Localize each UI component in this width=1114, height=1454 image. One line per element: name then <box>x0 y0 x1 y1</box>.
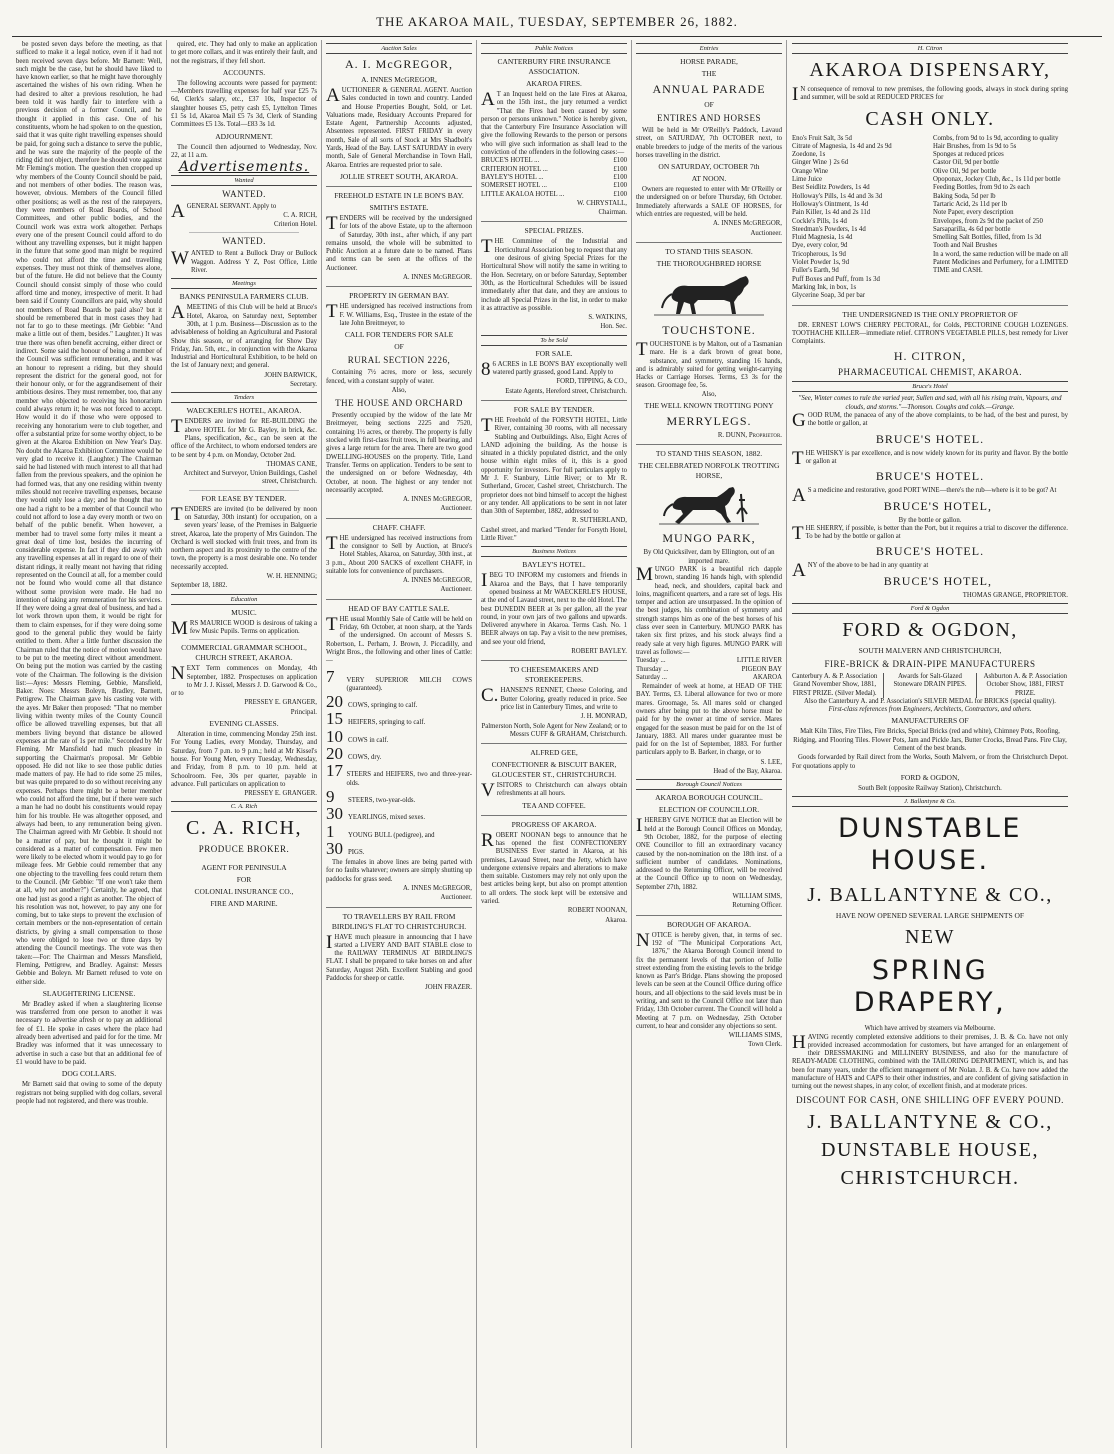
cash-only: CASH ONLY. <box>865 107 995 130</box>
bruce-hotel-4: BRUCE'S HOTEL. <box>875 544 985 559</box>
section-tenders: Tenders <box>171 392 317 403</box>
mcgregor-address: JOLLIE STREET SOUTH, AKAROA. <box>340 171 458 181</box>
pony-name: MERRYLEGS. <box>666 414 752 429</box>
stock-item: 30 YEARLINGS, mixed sexes. <box>326 804 426 824</box>
section-wanted: Wanted <box>171 175 317 186</box>
bayley-text: IBEG TO INFORM my customers and friends in Akaroa and the Bays, that I have temporarily opened business at Mr WAECKERLE'S HOUSE, at the end of Lavaud street, next to the old Hotel. The best DUNEDIN BEER at 3s per gallon, all the year round, in your own jars of two gallons and upwards. Delivered anywhere in Akaroa. Terms Cash. No. 1 BEER always on tap. Pay a visit to the new premises, and see your old friend, <box>481 570 627 646</box>
german-heading: PROPERTY IN GERMAN BAY. <box>349 291 449 301</box>
progress-address: Akaroa. <box>605 916 627 924</box>
price-item: Baking Soda, 5d per lb <box>933 192 996 200</box>
reward-row: BAYLEY'S HOTEL ... £100 <box>481 173 627 181</box>
price-list <box>792 135 1068 301</box>
rich-fire: FIRE AND MARINE. <box>210 899 278 909</box>
price-item: Zoedone, 1s <box>792 151 826 159</box>
fire-signature: W. CHRYSTALL, <box>577 199 627 207</box>
reward-row: BRUCE'S HOTEL ... £100 <box>481 157 627 165</box>
rich-line: PRODUCE BROKER. <box>198 844 290 855</box>
price-item: Puff Boxes and Puff, from 1s 3d <box>792 275 880 283</box>
call-of: OF <box>394 342 404 352</box>
column-3 <box>322 40 477 1448</box>
price-item: Holloway's Ointment, 1s 4d <box>792 200 868 208</box>
forsyth-heading: FOR SALE BY TENDER. <box>513 404 595 414</box>
divider <box>326 599 472 600</box>
orchard-heading: THE HOUSE AND ORCHARD <box>335 398 463 409</box>
parade-text-2: Owners are requested to enter with Mr O'Reilly or the undersigned on or before Thursday, 6th October. Immediately afterwards a SALE OF HORSES, for which entries are requested, will be held. <box>636 186 782 219</box>
rich-for: FOR <box>236 875 252 885</box>
club-text: AMEETING of this Club will be held at Bruce's Hotel, Akaroa, on Saturday next, September 30th, at 1 p.m. Business—Discussion as to the advisableness of holding an Agricultural and Pastoral Show this season, or of arranging for Show Day Friday, Jan. 5th, etc., in conjunction with the Akaroa Industrial and Horticultural Exhibition, to be held on the 1st of January next; and general. <box>171 302 317 370</box>
price-item: Orange Wine <box>792 167 829 175</box>
stock-item: 30 PIGS. <box>326 838 365 858</box>
sale-address: Estate Agents, Hereford street, Christchurch. <box>505 387 627 395</box>
evening-text: Alteration in time, commencing Monday 25th inst. For Young Ladies, every Monday, Thursday, and Saturday, from 7 p.m. to 9 p.m.; held at Mr Kissel's house. For Young Men, every Tuesday, Wednesday, and Friday, from 8 p.m. to 10 p.m. held at Schoolroom. Fee, 30s per quarter, payable in advance. Full particulars on application to <box>171 731 317 788</box>
accounts-heading: ACCOUNTS. <box>222 67 266 77</box>
gee-heading: ALFRED GEE, <box>530 748 578 758</box>
price-item: Envelopes, from 2s 9d the packet of 250 <box>933 217 1043 225</box>
cheese-signature: J. H. MONRAD, <box>580 713 627 721</box>
section-to-be-sold: To be Sold <box>481 335 627 346</box>
price-item: Tartaric Acid, 2s 11d per lb <box>933 200 1008 208</box>
discount-line: DISCOUNT FOR CASH, ONE SHILLING OFF EVERY POUND. <box>796 1094 1064 1105</box>
price-list-left <box>792 135 927 301</box>
orchard-title: Auctioneer. <box>440 505 472 513</box>
freehold-signature: A. INNES McGREGOR. <box>402 274 472 282</box>
freehold-heading: FREEHOLD ESTATE IN LE BON'S BAY. <box>334 190 464 200</box>
price-item: Citrate of Magnesia, 1s 4d and 2s 9d <box>792 142 892 150</box>
parade-date: ON SATURDAY, OCTOBER 7th <box>658 162 760 172</box>
column-4 <box>477 40 632 1448</box>
column-5 <box>632 40 787 1448</box>
gee-sub: CONFECTIONER & BISCUIT BAKER, GLOUCESTER ST., CHRISTCHURCH. <box>491 760 617 780</box>
price-item: Combs, from 9d to 1s 9d, according to quality <box>933 134 1059 142</box>
evening-signature: PRESSEY E. GRANGER. <box>244 790 317 798</box>
bruce-hotel-2: BRUCE'S HOTEL. <box>875 469 985 484</box>
price-item: Note Paper, every description <box>933 209 1014 217</box>
reward-row: CRITERION HOTEL ... £100 <box>481 165 627 173</box>
council-title: Returning Officer. <box>732 902 782 910</box>
lease-heading: FOR LEASE BY TENDER. <box>201 493 287 503</box>
parade-signature: A. INNES McGREGOR, <box>712 220 782 228</box>
stand2-heading: TO STAND THIS SEASON, 1882. <box>655 449 763 459</box>
citron-name: H. CITRON, <box>893 349 967 364</box>
parade-top: HORSE PARADE, <box>680 57 738 66</box>
slaughter-text: Mr Bradley asked if when a slaughtering license was transferred from one person to another it was necessary to advertise afresh or to pay an additional fee of £1. He spoke in cases where the place had already been advertised and paid for for the time. Mr Bradley was informed that it was unnecessary to advertise in such a case but that an additional fee of £1 would have to be paid. <box>16 1000 162 1066</box>
lease-date: September 18, 1882. <box>171 582 228 590</box>
price-item: Hair Brushes, from 1s 9d to 5s <box>933 142 1017 150</box>
divider <box>189 490 299 491</box>
borough-title: Town Clerk. <box>748 1041 782 1049</box>
prizes-heading: SPECIAL PRIZES. <box>524 226 584 236</box>
stock-item: 17 STEERS and HEIFERS, two and three-year-olds. <box>326 761 472 787</box>
stand-sub: THE THOROUGHBRED HORSE <box>656 258 762 268</box>
price-item: Castor Oil, 9d per bottle <box>933 159 999 167</box>
port-text: AS a medicine and restorative, good PORT WINE—there's the rub—where is it to be got? At <box>792 485 1057 507</box>
council-report: be posted seven days before the meeting, as that sufficed to make it a legal notice, even if it had not been received seven days before. Mr Barnett: Well, such might be the case, but he should have liked to have known earlier, so that he might have thoroughly ascertained the wishes of his own riding. When he had desired to alter a previous resolution, he had been told it was hardly fair to interfere with a previous decision of a former Council, and he thought it applied in this case. One of his constituents, whom he had spoken to on the question, said that it was quite right travelling expenses should be paid, for going such a distance to serve the public, and he was sure the majority of the people of the riding did not object, therefore he should vote against Mr Fleming's motion. The question then cropped up why members of the County Council should be paid, and not members of other bodies. The reason was, however, obvious. Members of the Council filled other positions; as well as the rest of the ratepayers, they were members of Road Boards, of School Committees, and other public bodies, and the Council work was extra work altogether. Perhaps every one of the present Council could afford to do without any travelling expenses, but it might happen in the future that some good man might be required who could not afford the time and travelling expenses. They must not think of themselves alone, but of the future. He did not believe that the County Council should consist simply of those who could afford time and money, irrespective of merit. It had been said if County Councillors are paid, why should not members of Road Boards be paid also? but it should be remembered that in most cases they had not far to go to these meetings. (Mr Gebbie: "And make a little out of them, besides." Laughter.) It was true there was often benefit accruing, either direct or indirect. Some said the honour of being a member of the Council was sufficient remuneration, and it was an honour to represent a riding, but they should represent the district for the general good, not for their honour only, or for the aggrandisement of their ambitious desires. They must remember, too, that any member who objected to receiving his honorarium could always return it; he was not forced to accept. How would it do if those who were opposed to receiving any honorarium were to club together, and offer a substantial prize for some worthy object, to be given at the Akaroa Exhibition on New Year's Day. No doubt the Akaroa Exhibition Committee would be very glad to receive it. (Laughter.) The Chairman said he had listened with much interest to all that had fallen from the previous speakers, and the opinion he had formed was, that any one residing within twenty miles should not receive travelling expenses, because they would only lose a day; and he thought that no one had a right to be a member of that Council who could not afford to lose a day every month or two on behalf of the public benefit. When however, a member had to travel some forty miles it meant a great deal of time lost, besides the incurring of considerable expense. In fact if they did away with any travelling expenses at all in regard to one of their distant ridings, it really meant not having that riding represented on the Council at all, for a member could not be found who would come all that distance without some provision were made. He had no intention of taking any remuneration for his services. If they were doing a great deal of business, and had a lot work thrown upon them, it would be right for them to claim expenses, for if they were doing some good to the general public they would be fairly entitled to them. After a little further discussion the Chairman ruled that the notice of motion would have to be put to the meeting direct without amendment. On being put the motion was carried by the casting vote of the Chairman. The following is the division list:—Ayes: Messrs Fleming, Gebbie, Mansfield, Baker. Noes: Messrs Boleyn, Bradley, Barnett, Pettigrew. The Chairman gave his casting vote with the ayes. Mr Baker then proposed: "That no member living within twenty miles of the County Council office be allowed travelling expenses, but that all members living beyond that distance be allowed expenses at the rate of 1s per mile." Seconded by Mr Fleming. Mr Mansfield had much pleasure in supporting the Chairman's proposal. Mr Gebbie opposed. He did not like to see those public duties made matters of pay. He had to ride some 25 miles, but was quite prepared to do so without receiving any expenses. Perhaps there might be a better member who could not afford the time, but if there were such a man he had no doubt his constituents would repay him for his trouble. He was altogether opposed, and always had been, to any remuneration being given. The Chairman agreed with Mr Gebbie. It should not be a matter of pay, but he thought it might be considered as a matter of compensation. Few men were likely to be elected whom it would pay to go for mileage fees. Mr Gebbie could remember that any one objecting to the travelling fees could return them to the Council. (Mr Gebbie: "If one won't take them at all, why not another?") Certainly, he agreed, that one had just as good a right as another. The object of his resolution was not, however, to pay any one for coming, but to take steps to prevent the exclusion of certain members or the non-representation of certain districts, by giving a small compensation to those who were obliged to lose two or three days by attending the Council meetings. The vote was then taken:—For: The Chairman and Messrs Mansfield, Fleming, Pettigrew, and Bradley. Against: Messrs Gebbie and Boleyn. Mr Barnett refused to vote on either side. <box>16 41 162 986</box>
dispensary-intro: IN consequence of removal to new premises, the following goods, always in stock during spring and summer, will be sold at REDUCED PRICES for <box>792 84 1068 105</box>
christchurch-footer: CHRISTCHURCH. <box>840 1166 1020 1189</box>
borough-heading: BOROUGH OF AKAROA. <box>667 919 751 929</box>
columns <box>12 40 1102 1448</box>
divider <box>481 400 627 401</box>
freehold-text: TENDERS will be received by the undersigned for lots of the above Estate, up to the afternoon of Saturday, 30th inst., after which, if any part remains unsold, the whole will be submitted to Public Auction at a future date to be named. Plans and terms can be seen at the offices of the Auctioneer. <box>326 212 472 272</box>
column-2 <box>167 40 322 1448</box>
orchard-text: Presently occupied by the widow of the late Mr Breitmeyer, being sections 2225 and 7520, containing 1½ acres, or thereby. The property is fully stocked with first-class fruit trees, in full bearing, and gives a large return for the area. There are two good DWELLING-HOUSES on the property. Title, Land Transfer. Terms on application. Tenders to be sent to the undersigned on or before Wednesday, 4th October, at noon. The highest or any tender not necessarily accepted. <box>326 412 472 494</box>
section-auction: Auction Sales <box>326 43 472 54</box>
chaff-title: Auctioneer. <box>440 586 472 594</box>
manufacturers-text: Malt Kiln Tiles, Fire Tiles, Fire Bricks, Special Bricks (red and white), Chimney Pots, Roofing, Ridging, and Flooring Tiles. Flower Pots, Jam and Pickle Jars, Butter Crocks, Bread Pans. Fire Clay, Cement of the best brands. <box>793 728 1067 753</box>
council-heading: AKAROA BOROUGH COUNCIL. <box>655 793 763 803</box>
price-item: Smelling Salt Bottles, filled, from 1s 3d <box>933 234 1042 242</box>
stand-heading: TO STAND THIS SEASON. <box>665 246 753 256</box>
sale-signature: FORD, TIPPING, & CO., <box>556 378 627 386</box>
school-text: NEXT Term commences on Monday, 4th September, 1882. Prospectuses on application to Mr J. J. Kissel, Messrs J. D. Garwood & Co., or to <box>171 663 317 698</box>
bruce-hotel-1: BRUCE'S HOTEL. <box>875 431 985 446</box>
bayley-signature: ROBERT BAYLEY. <box>571 648 627 656</box>
forsyth-address: Cashel street, and marked "Tender for Forsyth Hotel, Little River." <box>481 526 627 543</box>
section-borough: Borough Council Notices <box>636 779 782 790</box>
bruce-hotel-5: BRUCE'S HOTEL, <box>883 573 992 588</box>
reward-row: LITTLE AKALOA HOTEL ... £100 <box>481 190 627 198</box>
dunstable-house-footer: DUNSTABLE HOUSE, <box>821 1138 1039 1161</box>
manufacturers-heading: MANUFACTURERS OF <box>891 716 969 726</box>
price-item: Fuller's Earth, 9d <box>792 267 839 275</box>
section-citron: H. Citron <box>792 43 1068 54</box>
ford-name: FORD & OGDON, <box>842 618 1018 641</box>
divider <box>481 815 627 816</box>
parade-text: Will be held in Mr O'Reilly's Paddock, Lavaud street, on SATURDAY, 7th OCTOBER next, to enable breeders to judge of the merits of the various horses travelling in the district. <box>636 127 782 159</box>
advertisements-heading: Advertisements. <box>178 159 310 176</box>
whisky-text: THE WHISKY is par excellence, and is now widely known for its purity and flavor. By the bottle or gallon at <box>792 447 1068 469</box>
travel-signature: JOHN FRAZER. <box>425 984 472 992</box>
hotel-signature: THOMAS CANE, <box>266 460 317 468</box>
cheese-address: Palmerston North, Sole Agent for New Zealand; or to Messrs CUFF & GRAHAM, Christchurch. <box>481 722 627 738</box>
award-left: Canterbury A. & P. Association Grand November Show, 1881, FIRST PRIZE. (Silver Medal). <box>792 672 878 697</box>
ballantyne-new: NEW <box>904 926 956 949</box>
prizes-signature: S. WATKINS, <box>588 314 627 322</box>
spring-drapery: SPRING DRAPERY, <box>853 955 1007 1019</box>
also-label: Also, <box>391 386 407 394</box>
section-bruce: Bruce's Hotel <box>792 381 1068 392</box>
section-meetings: Meetings <box>171 278 317 289</box>
proprietor-text: DR. ERNEST LOW'S CHERRY PECTORAL, for Colds, PECTORINE COUGH LOZENGES. TOOTHACHE KILLER—immediate relief. CITRON'S VEGETABLE PILLS, best remedy for Liver Complaints. <box>792 321 1068 346</box>
price-item: In a word, the same reduction will be made on all Patent Medicines and Perfumery, for a LIMITED TIME and CASH. <box>933 250 1068 275</box>
progress-text: ROBERT NOONAN begs to announce that he has opened the first CONFECTIONERY BUSINESS Ever started in Akaroa, at his premises, Lavaud Street, near the Jetty, which have undergone extensive repairs and alterations to make them suitable. Customers may rely not only upon the best articles being kept, but also on prompt attention to all orders. The stock kept will be extensive and varied. <box>481 829 627 906</box>
route-row: Saturday ... AKAROA <box>636 673 782 681</box>
dog-heading: DOG COLLARS. <box>61 1069 117 1079</box>
price-item: Dye, every color, 9d <box>792 242 848 250</box>
steamers-line: Which have arrived by steamers via Melbourne. <box>864 1025 996 1033</box>
price-item: Ginger Wine } 2s 6d <box>792 159 849 167</box>
gee-text: VISITORS to Christchurch can always obtain refreshments at all hours. <box>481 780 627 802</box>
adjourn-heading: ADJOURNMENT. <box>215 131 273 141</box>
stock-item: 9 STEERS, two-year-olds. <box>326 786 416 806</box>
horse-illustration <box>654 272 764 320</box>
price-item: Feeding Bottles, from 9d to 2s each <box>933 184 1030 192</box>
rich-agent: AGENT FOR PENINSULA <box>201 863 287 873</box>
divider <box>189 639 299 640</box>
lease-text: TENDERS are invited (to be delivered by noon on Saturday, 30th instant) for occupation, on a seven years' lease, of the Premises in Balguerie street, Akaroa, late the property of Mrs Guindon. The Orchard is well stocked with fruit trees, and from its northern aspect and its proximity to the centre of the town, the property is a most desirable one. No tender necessarily accepted. <box>171 503 317 571</box>
price-item: Fluid Magnesia, 1s 4d <box>792 234 853 242</box>
pony-sub: THE WELL KNOWN TROTTING PONY <box>644 401 774 411</box>
section-entries: Entries <box>636 43 782 54</box>
touchstone-name: TOUCHSTONE. <box>662 322 756 337</box>
price-item: Lime Juice <box>792 176 823 184</box>
council-text: IHEREBY GIVE NOTICE that an Election will be held at the Borough Council Offices on Monday, 9th October, 1882, for the purpose of electing ONE Councillor to fill an extraordinary vacancy caused by the non-nomination on the 18th inst. of a sufficient number of candidates. Nominations, addressed to the Returning Officer, will be received at the Council Office up to noon on Wednesday, September 27th, 1882. <box>636 815 782 891</box>
ford-sub: SOUTH MALVERN AND CHRISTCHURCH, <box>858 645 1002 655</box>
fire-sub: AKAROA FIRES. <box>526 79 582 88</box>
price-item: Olive Oil, 9d per bottle <box>933 167 997 175</box>
parade-sub: ENTIRES AND HORSES <box>656 113 761 123</box>
divider <box>326 907 472 908</box>
route-row: Thursday ... PIGEON BAY <box>636 665 782 673</box>
goods-text: Goods forwarded by Rail direct from the Works, South Malvern, or from the Christchurch Depot. For quotations apply to <box>792 754 1068 770</box>
evening-heading: EVENING CLASSES. <box>209 719 279 729</box>
mungo-address: Head of the Bay, Akaroa. <box>713 768 782 776</box>
travel-heading: TO TRAVELLERS BY RAIL FROM BIRDLING'S FLAT TO CHRISTCHURCH. <box>331 911 467 931</box>
stock-list <box>326 668 472 858</box>
report-continued: quired, etc. They had only to make an application to get more collars, and it was entirely their fault, and not the registrars, if they fell short. <box>171 41 317 65</box>
wanted1-address: Criterion Hotel. <box>273 221 317 229</box>
bayley-heading: BAYLEY'S HOTEL. <box>522 560 586 570</box>
gee-tea: TEA AND COFFEE. <box>522 800 586 810</box>
prizes-text: THE Committee of the Industrial and Horticultural Association beg to request that any one desirous of giving Special Prizes for the Horticultural Show will notify the same in writing to the Hon. Secretary, on or before Saturday, September 30th, as the Horticultural Schedules will be issued immediately after that date, and they are anxious to include all Special Prizes in the list, in order to make it as attractive as possible. <box>481 236 627 312</box>
bruce-proprietor: THOMAS GRANGE, PROPRIETOR. <box>962 591 1068 599</box>
ballantyne-have: HAVE NOW OPENED SEVERAL LARGE SHIPMENTS OF <box>835 911 1025 921</box>
school-title: Principal. <box>290 708 317 716</box>
freehold-sub: SMITH'S ESTATE. <box>369 202 429 212</box>
proprietor-heading: THE UNDERSIGNED IS THE ONLY PROPRIETOR OF <box>842 309 1018 319</box>
travel-text: IHAVE much pleasure in announcing that I have started a LIVERY AND BAIT STABLE close to the RAILWAY TERMINUS AT BIRDLING'S FLAT. I shall be prepared to take horses on and after Saturday, August 26th. Excellent Stabling and good Paddocks for sheep or cattle. <box>326 931 472 983</box>
parade-title: Auctioneer. <box>750 229 782 237</box>
section-ballantyne: J. Ballantyne & Co. <box>792 796 1068 807</box>
rich-company: COLONIAL INSURANCE CO., <box>194 887 294 897</box>
column-6 <box>787 40 1073 1448</box>
sale-text: 86 ACRES in LE BON'S BAY exceptionally well watered partly grassed, good Land. Apply to <box>481 358 627 380</box>
awards-row <box>792 673 1068 698</box>
rich-name: C. A. RICH, <box>186 817 302 840</box>
beer-text: ANY of the above to be had in any quantity at <box>792 560 929 582</box>
mcgregor-sub: A. INNES McGREGOR, <box>361 75 437 84</box>
price-item: Opoponax, Jockey Club, &c., 1s 11d per bottle <box>933 176 1061 184</box>
wanted1-text: AGENERAL SERVANT. Apply to <box>171 200 277 222</box>
wanted1-signature: C. A. RICH, <box>283 211 317 219</box>
sherry-text: THE SHERRY, if possible, is better than the Port, but it requires a trial to discover the difference. To be had by the bottle or gallon at <box>792 522 1068 544</box>
route-row: Tuesday ... LITTLE RIVER <box>636 657 782 665</box>
divider <box>636 915 782 916</box>
hotel-address: Architect and Surveyor, Union Buildings, Cashel street, Christchurch. <box>183 470 317 486</box>
lease-signature: W. H. HENNING; <box>266 573 317 581</box>
hotel-text: TENDERS are invited for RE-BUILDING the above HOTEL for Mr G. Bayley, in brick, &c. Plans, specification, &c., can be seen at the office of the Architect, to whom endorsed tenders are to be sent by 4 p.m. on Monday, October 2nd. <box>171 416 317 459</box>
divider <box>481 221 627 222</box>
club-signature: JOHN BARWICK, <box>264 371 317 379</box>
touchstone-also: Also, <box>701 390 717 398</box>
divider <box>326 186 472 187</box>
route-list <box>636 657 782 682</box>
progress-signature: ROBERT NOONAN, <box>567 907 627 915</box>
club-heading: BANKS PENINSULA FARMERS CLUB. <box>179 292 309 302</box>
dispensary-heading: AKAROA DISPENSARY, <box>809 59 1051 81</box>
award-right: Ashburton A. & P. Association October Show, 1881, FIRST PRIZE. <box>983 672 1068 697</box>
club-title: Secretary. <box>290 381 317 389</box>
poem: "See, Winter comes to rule the varied year, Sullen and sad, with all his rising train, Vapours, and clouds, and storms."—Thomson. Coughs and colds.—Grange. <box>798 395 1062 411</box>
mungo-signature: S. LEE, <box>760 758 782 766</box>
stock-item: 7 VERY SUPERIOR MILCH COWS (guaranteed). <box>326 666 472 692</box>
prizes-title: Hon. Sec. <box>600 323 627 331</box>
cattle-signature: A. INNES McGREGOR, <box>402 885 472 892</box>
awards-also: Also the Canterbury A. and P. Association's SILVER MEDAL for BRICKS (special quality). <box>804 697 1056 705</box>
stock-item: 1 YOUNG BULL (pedigree), and <box>326 821 435 841</box>
divider <box>189 232 299 233</box>
cattle-note: The females in above lines are being parted with for no faults whatever; owners are simply shutting up paddocks for grass seed. <box>326 859 472 883</box>
divider <box>326 518 472 519</box>
slaughter-heading: SLAUGHTERING LICENSE. <box>42 988 136 998</box>
price-item: Best Seidlitz Powders, 1s 4d <box>792 184 870 192</box>
divider <box>636 242 782 243</box>
section-rich: C. A. Rich <box>171 801 317 812</box>
fire-heading: CANTERBURY FIRE INSURANCE ASSOCIATION. <box>497 57 611 76</box>
award-middle: Awards for Salt-Glazed Stoneware DRAIN PIPES. <box>883 673 976 698</box>
price-item: Tooth and Nail Brushes <box>933 242 998 250</box>
parade-heading: ANNUAL PARADE <box>652 82 766 96</box>
rural-section: RURAL SECTION 2226, <box>347 355 451 366</box>
ballantyne-signature: J. BALLANTYNE & CO., <box>807 1110 1053 1133</box>
progress-heading: PROGRESS OF AKAROA. <box>511 819 597 829</box>
cattle-text: THE usual Monthly Sale of Cattle will be held on Friday, 6th October, at noon sharp, at the Yards of the undersigned. On account of Messrs S. Robertson, L. Perham, J. Brown, J. Piccadilly, and Wright Bros., the following and other lines of Cattle:— <box>326 613 472 665</box>
wanted2-text: WANTED to Rent a Bullock Dray or Bullock Waggon. Address Y Z, Post Office, Little River. <box>171 248 317 275</box>
dunstable-heading: DUNSTABLE HOUSE. <box>838 813 1022 877</box>
price-item: Pain Killer, 1s 4d and 2s 11d <box>792 209 871 217</box>
dog-text: Mr Barnett said that owing to some of the deputy registrars not being supplied with dog collars, several people had not registered, and there was trouble. <box>16 1081 162 1105</box>
parade-noon: AT NOON. <box>691 174 727 184</box>
price-item: Marking Ink, in box, 1s <box>792 283 857 291</box>
price-item: Holloway's Pills, 1s 4d and 3s 3d <box>792 192 883 200</box>
mungo-name: MUNGO PARK, <box>662 531 756 546</box>
council-sub: ELECTION OF COUNCILLOR. <box>658 805 760 815</box>
ford-signature: FORD & OGDON, <box>900 772 960 782</box>
stock-item: 20 COWS, springing to calf. <box>326 692 418 712</box>
rewards-list <box>481 157 627 198</box>
section-ford: Ford & Ogdon <box>792 603 1068 614</box>
price-item: Glycerine Soap, 3d per bar <box>792 292 866 300</box>
accounts-text: The following accounts were passed for payment:—Members travelling expenses for half year £25 7s 6d, Clerk's salary, etc., £37 10s, Inspector of slaughter houses £5, petty cash £5, Lyttelton Times £1 5s 1d, Akaroa Mail £5 7s 3d, Clerk of Standing Committees £5 13s. Total—£83 3s 1d. <box>171 79 317 129</box>
price-item: Cockle's Pills, 1s 4d <box>792 217 847 225</box>
ford-depot: South Belt (opposite Railway Station), Christchurch. <box>858 784 1002 792</box>
price-item: Sponges at reduced prices <box>933 151 1004 159</box>
ford-line: FIRE-BRICK & DRAIN-PIPE MANUFACTURERS <box>824 658 1036 669</box>
reward-row: SOMERSET HOTEL ... £100 <box>481 182 627 190</box>
citron-title: PHARMACEUTICAL CHEMIST, AKAROA. <box>837 367 1022 378</box>
price-item: Eno's Fruit Salt, 3s 5d <box>792 134 852 142</box>
trotting-horse-illustration <box>659 484 759 528</box>
price-item: Sarsaparilla, 4s 6d per bottle <box>933 225 1011 233</box>
council-signature: WILLIAM SIMS, <box>732 893 782 901</box>
borough-signature: WILLIAMS SIMS, <box>728 1032 782 1040</box>
chaff-heading: CHAFF. CHAFF. <box>372 522 426 532</box>
parade-of: OF <box>704 100 714 109</box>
price-list-right <box>933 135 1068 301</box>
pony-signature: R. DUNN, Proprietor. <box>717 432 782 440</box>
section-education: Education <box>171 594 317 605</box>
rural-text: Containing 7½ acres, more or less, securely fenced, with a constant supply of water. <box>326 369 472 385</box>
price-item: Tricopherous, 1s 9d <box>792 250 846 258</box>
ballantyne-name: J. BALLANTYNE & CO., <box>807 884 1053 907</box>
wanted1-heading: WANTED. <box>222 188 266 199</box>
wanted2-heading: WANTED. <box>222 236 266 247</box>
mcgregor-heading: A. I. McGREGOR, <box>345 57 453 71</box>
stock-item: 15 HEIFERS, springing to calf. <box>326 709 426 729</box>
masthead-rule <box>12 36 1102 37</box>
divider <box>326 286 472 287</box>
orchard-signature: A. INNES McGREGOR, <box>402 496 472 504</box>
sale-heading: FOR SALE. <box>535 348 573 358</box>
fire-title: Chairman. <box>598 209 627 217</box>
fire-text: AT an Inquest held on the late Fires at Akaroa, on the 15th inst., the jury returned a verdict "That the Fires had been caused by some person or persons unknown." Notice is hereby given, that the Canterbury Fire Insurance Association will give the following Rewards to the person or persons who will give such information as shall lead to the conviction of the offenders in the following cases:— <box>481 89 627 157</box>
stand2-sub: THE CELEBRATED NORFOLK TROTTING HORSE, <box>638 461 780 481</box>
divider <box>636 444 782 445</box>
divider <box>481 743 627 744</box>
parade-the: THE <box>701 69 717 78</box>
ballantyne-text: HAVING recently completed extensive additions to their premises, J. B. & Co. have not only provided increased accommodation for customers, but have arranged for an enlargement of their DRESSMAKING and MILLINERY BUSINESS, and also for the manufacture of READY-MADE CLOTHING, combined with the TAILORING DEPARTMENT, which is, and has been for many years, under the efficient management of Mr Nolan. J. B. & Co. have now added the manufacture of HATS and CAPS to their other industries, and are confident of giving satisfaction in turning out the newest shapes, in any color, of excellent finish, and at moderate prices. <box>792 1031 1068 1091</box>
section-public: Public Notices <box>481 43 627 54</box>
cattle-heading: HEAD OF BAY CATTLE SALE. <box>348 603 450 613</box>
mcgregor-text: AUCTIONEER & GENERAL AGENT. Auction Sales conducted in town and country. Landed and House Properties Bought, Sold, or Let. Valuations made, Residuary Accounts Prepared for Estate Agent, Partnership Accounts adjusted, Absentees represented. FIRST FRIDAY in every month, Sale of all sorts of Stock at Mrs Shadbolt's Yards, Head of the Bay. LAST SATURDAY in every month, Sale of General Merchandise in Town Hall, Akaroa. Entries are requested prior to sale. <box>326 85 472 169</box>
stock-item: 10 COWS in calf. <box>326 726 389 746</box>
rum-text: GOOD RUM, the panacea of any of the above complaints, to be had, of the best and purest, by the bottle or gallon, at <box>792 410 1068 432</box>
school-heading: COMMERCIAL GRAMMAR SCHOOL, CHURCH STREET, AKAROA. <box>181 643 307 663</box>
chaff-text: THE undersigned has received instructions from the consignor to Sell by Auction, at Bruce's Hotel Stables, Akaroa, on Saturday, 30th inst., at 3 p.m., About 200 SACKS of excellent CHAFF, in suitable lots for convenience of purchasers. <box>326 532 472 575</box>
german-text: THE undersigned has received instructions from F. W. Williams, Esq., Trustee in the estate of the late John Breitmeyer, to <box>326 301 472 327</box>
cheese-heading: TO CHEESEMAKERS AND STOREKEEPERS. <box>509 665 599 685</box>
section-business: Business Notices <box>481 546 627 557</box>
stock-item: 20 COWS, dry. <box>326 744 382 764</box>
price-item: Steedman's Powders, 1s 4d <box>792 225 866 233</box>
price-item: Violet Powder 1s, 9d <box>792 259 849 267</box>
music-text: MRS MAURICE WOOD is desirous of taking a few Music Pupils. Terms on application. <box>171 617 317 639</box>
forsyth-signature: R. SUTHERLAND, <box>572 517 627 525</box>
awards-references: First-class references from Engineers, Architects, Contractors, and others. <box>828 706 1032 714</box>
music-heading: MUSIC. <box>231 607 257 617</box>
divider <box>792 305 1068 306</box>
bruce-hotel-3: BRUCE'S HOTEL, <box>883 498 992 513</box>
forsyth-text: THE Freehold of the FORSYTH HOTEL, Little River, containing 30 rooms, with all necessary Stabling and Outbuildings. Also, Eight Acres of LAND adjoining the building. As the house is situated in a thickly populated district, and the only house within eight miles of it, this is a good opportunity for investors. For full particulars apply to Mr J. F. Stanbury, Little River; or to Mr R. Sutherland, Grocer, Cashel street, Christchurch. The proprietor does not bind himself to accept the highest or any tender. All applications to be sent in not later than 30th of September, 1882, addressed to <box>481 414 627 516</box>
port-text-2: By the bottle or gallon. <box>898 516 962 524</box>
mungo-pedigree: By Old Quicksilver, dam by Ellington, out of an imported mare. <box>643 549 775 565</box>
cattle-title: Auctioneer. <box>440 894 472 902</box>
mungo-text: MUNGO PARK is a beautiful rich dapple brown, standing 16 hands high, with splendid head, neck, and shoulders, capital back and loins, magnificent quarters, and a rare set of legs. His temper and action are unsurpassed. In the opinion of the best judges, his combination of symmetry and strength stamps him as one of the best horses of his class ever seen in Canterbury. MUNGO PARK has taken six first prizes, and his stock always find a ready sale at very high figures. MUNGO PARK will travel as follows:— <box>636 563 782 656</box>
touchstone-text: TOUCHSTONE is by Malton, out of a Tasmanian mare. He is a dark brown of great bone, substance, and symmetry, standing 16 hands, and is admirably suited for getting weight-carrying Hacks or Carriage Horses. Terms, £3 3s for the season. Groomage fee, 5s. <box>636 338 782 390</box>
divider <box>481 660 627 661</box>
mungo-text-2: Remainder of week at home, at HEAD OF THE BAY. Terms, £3. Liberal allowance for two or more mares. Groomage, 5s. All mares sold or changed owners after being put to the above horse must be paid for by the owner at time of service. Mares engaged for the season must be paid for on the 1st of January, 1883. All mares under guarantee must be paid for on the 1st of September, 1883. For further particulars apply to B. Barker, in charge, or to <box>636 683 782 757</box>
masthead: THE AKAROA MAIL, TUESDAY, SEPTEMBER 26, 1882. <box>376 14 738 29</box>
hotel-heading: WAECKERLE'S HOTEL, AKAROA. <box>186 406 302 416</box>
school-signature: PRESSEY E. GRANGER, <box>244 699 317 707</box>
adjourn-text: The Council then adjourned to Wednesday, Nov. 22, at 11 a.m. <box>171 143 317 159</box>
call-tenders: CALL FOR TENDERS FOR SALE <box>344 330 454 340</box>
column-1 <box>12 40 167 1448</box>
chaff-signature: A. INNES McGREGOR, <box>402 577 472 585</box>
borough-text: NOTICE is hereby given, that, in terms of sec. 192 of "The Municipal Corporations Act, 1876," the Akaroa Borough Council intend to fix the permanent levels of that portion of Jollie street extending from the existing levels to the bridge known as Parr's Bridge. Plans showing the proposed levels can be seen at the Council Office during office hours, and all objections to the said levels must be in writing, and sent to the Council Office not later than Friday, 13th October current. The Council will hold a Meeting at 7 p.m. on Wednesday, 25th October current, to hear and consider any objections so sent. <box>636 929 782 1030</box>
cheese-text: C.HANSEN'S RENNET, Cheese Coloring, and Butter Coloring, greatly reduced in price. See price list in Canterbury Times, and write to <box>481 685 627 711</box>
